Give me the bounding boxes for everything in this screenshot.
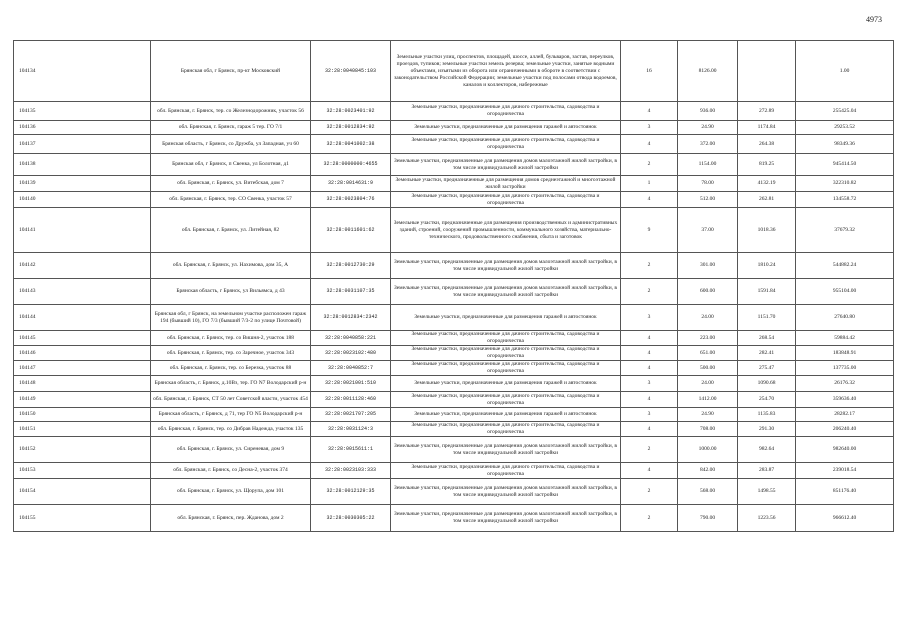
land-use-type-cell: Земельные участки, предназначенные для размещения домов малоэтажной жилой застройки, в том числе индивидуальной жилой застройки: [391, 479, 621, 505]
area-cell: 936.00: [678, 102, 738, 121]
cadastral-number-cell: 32:28:0040845:103: [311, 41, 391, 102]
cadastral-value-cell: 359636.40: [796, 392, 894, 408]
specific-value-cell: 1135.83: [738, 408, 796, 422]
row-id-cell: 104143: [14, 279, 151, 305]
row-id-cell: 104151: [14, 422, 151, 437]
row-id-cell: 104149: [14, 392, 151, 408]
specific-value-cell: 1151.70: [738, 305, 796, 331]
land-use-type-cell: Земельные участки, предназначенные для дачного строительства, садоводства и огородничества: [391, 463, 621, 479]
cadastral-number-cell: 32:28:0011128:460: [311, 392, 391, 408]
cadastral-value-cell: 134558.72: [796, 192, 894, 208]
area-cell: 1154.00: [678, 154, 738, 176]
row-id-cell: 104134: [14, 41, 151, 102]
specific-value-cell: 272.89: [738, 102, 796, 121]
land-use-type-cell: Земельные участки, предназначенные для дачного строительства, садоводства и огородничества: [391, 102, 621, 121]
area-cell: 24.00: [678, 376, 738, 392]
cadastral-number-cell: 32:28:0012834:92: [311, 121, 391, 135]
cadastral-value-cell: 982640.00: [796, 437, 894, 463]
specific-value-cell: 275.47: [738, 361, 796, 376]
cadastral-number-cell: 32:28:0011601:62: [311, 208, 391, 253]
row-id-cell: 104146: [14, 346, 151, 361]
row-id-cell: 104136: [14, 121, 151, 135]
land-use-type-cell: Земельные участки, предназначенные для размещения домов малоэтажной жилой застройки, в том числе индивидуальной жилой застройки: [391, 154, 621, 176]
address-cell: обл. Брянская, г. Брянск, ул. Нахимова, дом 35, А: [151, 253, 311, 279]
area-cell: 8126.00: [678, 41, 738, 102]
group-code-cell: 4: [621, 135, 678, 154]
cadastral-number-cell: 32:28:0023401:92: [311, 102, 391, 121]
group-code-cell: 3: [621, 305, 678, 331]
group-code-cell: 3: [621, 376, 678, 392]
cadastral-value-cell: 98349.36: [796, 135, 894, 154]
row-id-cell: 104140: [14, 192, 151, 208]
row-id-cell: 104155: [14, 505, 151, 532]
area-cell: 600.00: [678, 279, 738, 305]
address-cell: обл. Брянская, г. Брянск, тер. со Заречное, участок 343: [151, 346, 311, 361]
cadastral-value-cell: 851176.40: [796, 479, 894, 505]
specific-value-cell: 1591.84: [738, 279, 796, 305]
table-row: [14, 361, 894, 376]
land-use-type-cell: Земельные участки, предназначенные для размещения домов малоэтажной жилой застройки, в том числе индивидуальной жилой застройки: [391, 279, 621, 305]
specific-value-cell: 1223.56: [738, 505, 796, 532]
area-cell: 24.90: [678, 121, 738, 135]
specific-value-cell: [738, 41, 796, 102]
cadastral-value-cell: 544882.24: [796, 253, 894, 279]
table-row: [14, 376, 894, 392]
land-use-type-cell: Земельные участки, предназначенные для дачного строительства, садоводства и огородничества: [391, 135, 621, 154]
cadastral-number-cell: 32:28:0021707:205: [311, 408, 391, 422]
address-cell: Брянская обл, г Брянск, пр-кт Московский: [151, 41, 311, 102]
address-cell: Брянская обл, г Брянск, п Свенка, ул Болотная, д1: [151, 154, 311, 176]
cadastral-value-cell: 28282.17: [796, 408, 894, 422]
table-row: [14, 408, 894, 422]
address-cell: обл. Брянская, г. Брянск, ул. Сиреневая, дом 9: [151, 437, 311, 463]
table-row: [14, 437, 894, 463]
cadastral-value-cell: 966612.40: [796, 505, 894, 532]
land-use-type-cell: Земельные участки, предназначенные для дачного строительства, садоводства и огородничества: [391, 192, 621, 208]
table-row: [14, 279, 894, 305]
cadastral-value-cell: 29253.52: [796, 121, 894, 135]
land-use-type-cell: Земельные участки, предназначенные для дачного строительства, садоводства и огородничества: [391, 331, 621, 346]
group-code-cell: 1: [621, 176, 678, 192]
area-cell: 24.90: [678, 408, 738, 422]
land-use-type-cell: Земельные участки, предназначенные для размещения гаражей и автостоянок: [391, 408, 621, 422]
address-cell: Брянская область, г. Брянск, д.10Вз, тер. ГО N7 Володарский р-н: [151, 376, 311, 392]
table-row: [14, 253, 894, 279]
address-cell: обл. Брянская, г. Брянск, тер. СО Свенка, участок 57: [151, 192, 311, 208]
cadastral-value-cell: 239018.54: [796, 463, 894, 479]
address-cell: Брянская область, г Брянск, со Дружба, ул Западная, уч 60: [151, 135, 311, 154]
table-row: [14, 505, 894, 532]
address-cell: обл. Брянская, г. Брянск, тер. со Березка, участок 88: [151, 361, 311, 376]
land-use-type-cell: Земельные участки, предназначенные для дачного строительства, садоводства и огородничества: [391, 361, 621, 376]
table-row: [14, 463, 894, 479]
row-id-cell: 104153: [14, 463, 151, 479]
specific-value-cell: 1174.84: [738, 121, 796, 135]
cadastral-number-cell: 32:28:0023103:333: [311, 463, 391, 479]
cadastral-number-cell: 32:28:0031107:35: [311, 279, 391, 305]
area-cell: 512.00: [678, 192, 738, 208]
row-id-cell: 104142: [14, 253, 151, 279]
group-code-cell: 4: [621, 346, 678, 361]
table-row: [14, 176, 894, 192]
cadastral-number-cell: 32:28:0021001:510: [311, 376, 391, 392]
address-cell: обл. Брянская, г. Брянск, тер. со Вишня-2, участок 188: [151, 331, 311, 346]
row-id-cell: 104138: [14, 154, 151, 176]
specific-value-cell: 268.54: [738, 331, 796, 346]
group-code-cell: 3: [621, 121, 678, 135]
table-row: [14, 346, 894, 361]
table-row: [14, 208, 894, 253]
group-code-cell: 16: [621, 41, 678, 102]
land-use-type-cell: Земельные участки улиц, проспектов, площадей, шоссе, аллей, бульваров, застав, переулков, проездов, тупиков; земельные участки земель резерва; земельные участки, занятые водными объектами, изъятыми из оборота или ограниченными в обороте в соответствии с законодательством Российской Федерации; земельные участки под полосами отвода водоемов, каналов и коллекторов, набережные: [391, 41, 621, 102]
table-row: [14, 305, 894, 331]
table-row: [14, 154, 894, 176]
table-row: [14, 192, 894, 208]
address-cell: Брянская область, г Брянск, д 71, тер ГО N5 Володарский р-н: [151, 408, 311, 422]
land-use-type-cell: Земельные участки, предназначенные для дачного строительства, садоводства и огородничества: [391, 422, 621, 437]
area-cell: 1412.00: [678, 392, 738, 408]
land-use-type-cell: Земельные участки, предназначенные для размещения гаражей и автостоянок: [391, 121, 621, 135]
cadastral-number-cell: 32:28:0023102:480: [311, 346, 391, 361]
area-cell: 568.00: [678, 479, 738, 505]
group-code-cell: 9: [621, 208, 678, 253]
area-cell: 842.00: [678, 463, 738, 479]
specific-value-cell: 282.41: [738, 346, 796, 361]
row-id-cell: 104150: [14, 408, 151, 422]
cadastral-number-cell: 32:28:0041002:38: [311, 135, 391, 154]
cadastral-value-table: [13, 40, 894, 532]
row-id-cell: 104148: [14, 376, 151, 392]
cadastral-number-cell: 32:28:0012834:2342: [311, 305, 391, 331]
group-code-cell: 4: [621, 422, 678, 437]
address-cell: обл. Брянская, г. Брянск, пер. Жданова, дом 2: [151, 505, 311, 532]
specific-value-cell: 982.64: [738, 437, 796, 463]
group-code-cell: 3: [621, 408, 678, 422]
area-cell: 78.00: [678, 176, 738, 192]
row-id-cell: 104152: [14, 437, 151, 463]
group-code-cell: 2: [621, 279, 678, 305]
cadastral-number-cell: 32:28:0012730:29: [311, 253, 391, 279]
table-row: [14, 41, 894, 102]
group-code-cell: 2: [621, 154, 678, 176]
cadastral-value-cell: 27640.80: [796, 305, 894, 331]
address-cell: обл. Брянская, г. Брянск, ул. Витебская, дом 7: [151, 176, 311, 192]
specific-value-cell: 262.81: [738, 192, 796, 208]
area-cell: 1000.00: [678, 437, 738, 463]
land-use-type-cell: Земельные участки, предназначенные для размещения домов среднеэтажной и многоэтажной жилой застройки: [391, 176, 621, 192]
land-use-type-cell: Земельные участки, предназначенные для размещения домов малоэтажной жилой застройки, в том числе индивидуальной жилой застройки: [391, 253, 621, 279]
land-use-type-cell: Земельные участки, предназначенные для размещения домов малоэтажной жилой застройки, в том числе индивидуальной жилой застройки: [391, 505, 621, 532]
group-code-cell: 4: [621, 331, 678, 346]
specific-value-cell: 291.30: [738, 422, 796, 437]
group-code-cell: 4: [621, 192, 678, 208]
specific-value-cell: 819.25: [738, 154, 796, 176]
address-cell: обл. Брянская, г. Брянск, ул. Щорупа, дом 101: [151, 479, 311, 505]
group-code-cell: 2: [621, 253, 678, 279]
row-id-cell: 104154: [14, 479, 151, 505]
area-cell: 708.00: [678, 422, 738, 437]
address-cell: обл. Брянская, г. Брянск, тер. со Дибрав Надежда, участок 135: [151, 422, 311, 437]
table-row: [14, 479, 894, 505]
land-use-type-cell: Земельные участки, предназначенные для размещения гаражей и автостоянок: [391, 305, 621, 331]
group-code-cell: 4: [621, 361, 678, 376]
row-id-cell: 104139: [14, 176, 151, 192]
specific-value-cell: 1090.68: [738, 376, 796, 392]
area-cell: 500.00: [678, 361, 738, 376]
row-id-cell: 104144: [14, 305, 151, 331]
land-use-type-cell: Земельные участки, предназначенные для размещения домов малоэтажной жилой застройки, в том числе индивидуальной жилой застройки: [391, 437, 621, 463]
group-code-cell: 2: [621, 437, 678, 463]
land-use-type-cell: Земельные участки, предназначенные для размещения производственных и административных зданий, строений, сооружений промышленности, коммунального хозяйства, материально-технического, продовольственного снабжения, сбыта и заготовок: [391, 208, 621, 253]
cadastral-number-cell: 32:28:0012129:35: [311, 479, 391, 505]
cadastral-number-cell: 32:28:0015611:1: [311, 437, 391, 463]
cadastral-number-cell: 32:28:0030305:22: [311, 505, 391, 532]
group-code-cell: 2: [621, 505, 678, 532]
cadastral-number-cell: 32:28:0023804:76: [311, 192, 391, 208]
cadastral-value-cell: 37679.32: [796, 208, 894, 253]
row-id-cell: 104137: [14, 135, 151, 154]
cadastral-value-cell: 1.00: [796, 41, 894, 102]
cadastral-number-cell: 32:28:0031124:3: [311, 422, 391, 437]
specific-value-cell: 1018.36: [738, 208, 796, 253]
page-number: 4973: [866, 15, 882, 24]
area-cell: 301.00: [678, 253, 738, 279]
table-row: [14, 331, 894, 346]
area-cell: 790.00: [678, 505, 738, 532]
address-cell: обл. Брянская, г. Брянск, ул. Литейная, 82: [151, 208, 311, 253]
area-cell: 372.00: [678, 135, 738, 154]
group-code-cell: 2: [621, 479, 678, 505]
table-row: [14, 135, 894, 154]
specific-value-cell: 264.38: [738, 135, 796, 154]
area-cell: 223.00: [678, 331, 738, 346]
address-cell: Брянская область, г Брянск, ул Вильямса, д 43: [151, 279, 311, 305]
table-row: [14, 392, 894, 408]
area-cell: 24.00: [678, 305, 738, 331]
address-cell: обл. Брянская, г. Брянск, тер. со Железнодорожник, участок 56: [151, 102, 311, 121]
specific-value-cell: 1498.55: [738, 479, 796, 505]
cadastral-value-cell: 26176.32: [796, 376, 894, 392]
address-cell: Брянская обл, г Брянск, на земельном участке расположен гараж 194 (бывший 10), ГО 7/3 (бывший 7/3-2 по улице Почтовой): [151, 305, 311, 331]
row-id-cell: 104145: [14, 331, 151, 346]
address-cell: обл. Брянская, г. Брянск, гараж 5 тер. ГО 7/1: [151, 121, 311, 135]
cadastral-value-cell: 206240.40: [796, 422, 894, 437]
land-use-type-cell: Земельные участки, предназначенные для дачного строительства, садоводства и огородничества: [391, 392, 621, 408]
cadastral-value-cell: 322310.82: [796, 176, 894, 192]
address-cell: обл. Брянская, г. Брянск, со Десна-2, участок 374: [151, 463, 311, 479]
table-row: [14, 102, 894, 121]
group-code-cell: 4: [621, 463, 678, 479]
specific-value-cell: 4132.19: [738, 176, 796, 192]
area-cell: 651.00: [678, 346, 738, 361]
cadastral-value-cell: 59884.42: [796, 331, 894, 346]
cadastral-value-cell: 945414.50: [796, 154, 894, 176]
cadastral-number-cell: 32:28:0000000:4655: [311, 154, 391, 176]
specific-value-cell: 1810.24: [738, 253, 796, 279]
cadastral-number-cell: 32:28:0040858:221: [311, 331, 391, 346]
row-id-cell: 104147: [14, 361, 151, 376]
table-row: [14, 422, 894, 437]
specific-value-cell: 254.70: [738, 392, 796, 408]
row-id-cell: 104141: [14, 208, 151, 253]
address-cell: обл. Брянская, г. Брянск, СТ 50 лет Советской власти, участок 454: [151, 392, 311, 408]
group-code-cell: 4: [621, 392, 678, 408]
row-id-cell: 104135: [14, 102, 151, 121]
specific-value-cell: 283.87: [738, 463, 796, 479]
cadastral-value-cell: 255425.04: [796, 102, 894, 121]
land-use-type-cell: Земельные участки, предназначенные для размещения гаражей и автостоянок: [391, 376, 621, 392]
cadastral-value-cell: 137735.00: [796, 361, 894, 376]
cadastral-value-cell: 183848.91: [796, 346, 894, 361]
group-code-cell: 4: [621, 102, 678, 121]
cadastral-number-cell: 32:28:0040852:7: [311, 361, 391, 376]
cadastral-value-cell: 955104.00: [796, 279, 894, 305]
area-cell: 37.00: [678, 208, 738, 253]
cadastral-number-cell: 32:28:0014631:9: [311, 176, 391, 192]
table-row: [14, 121, 894, 135]
land-use-type-cell: Земельные участки, предназначенные для дачного строительства, садоводства и огородничества: [391, 346, 621, 361]
